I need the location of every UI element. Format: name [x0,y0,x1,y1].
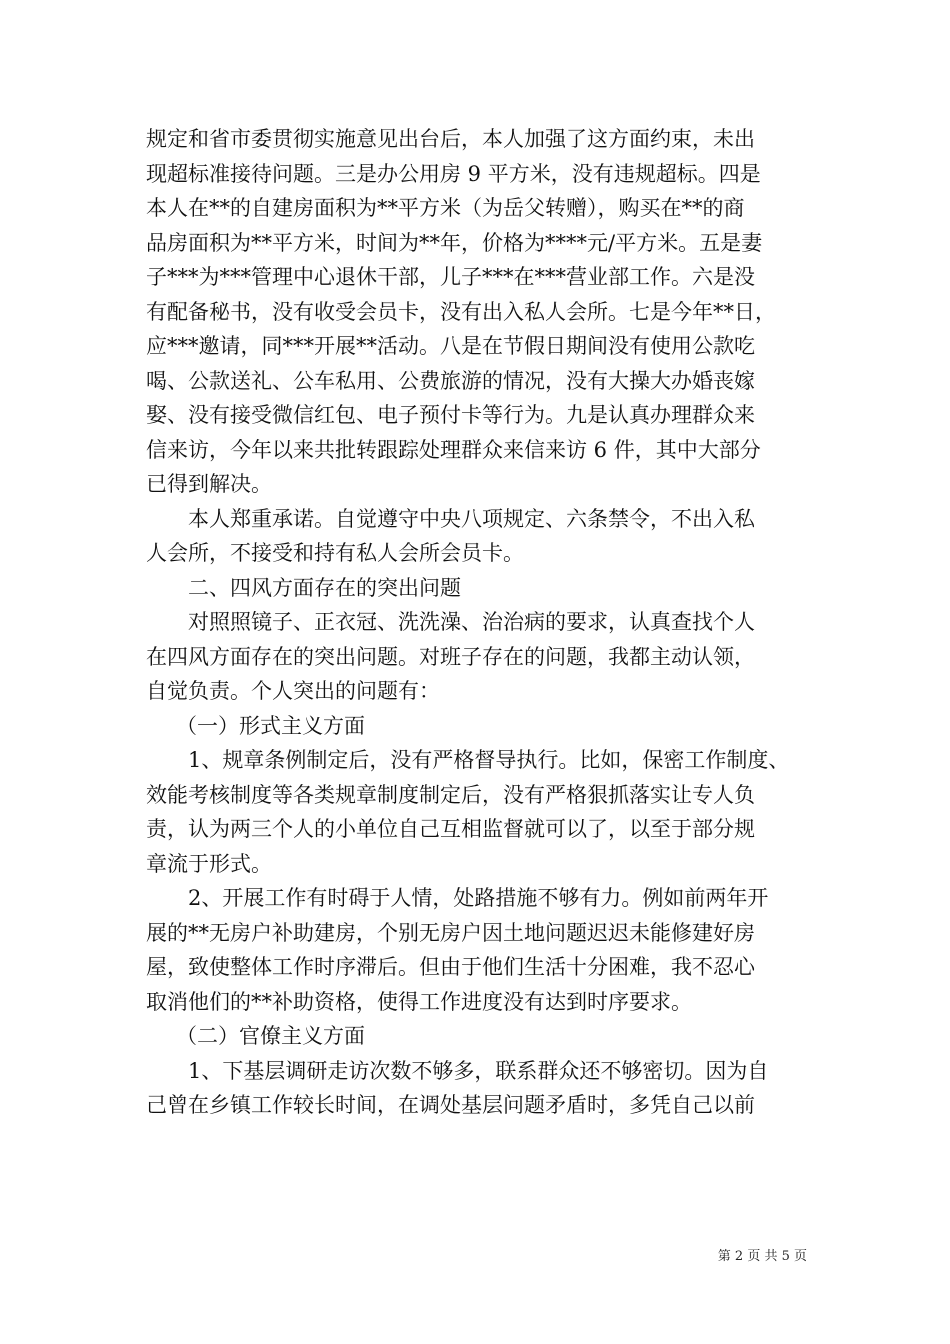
text-line: 子***为***管理中心退休干部，儿子***在***营业部工作。六是没 [146,265,755,289]
text-line: 已得到解决。 [146,472,272,496]
text-line: 屋，致使整体工作时序滞后。但由于他们生活十分困难，我不忍心 [146,955,755,979]
paragraph-start: 对照照镜子、正衣冠、洗洗澡、治治病的要求，认真查找个人 [188,610,755,634]
text-line: 取消他们的**补助资格，使得工作进度没有达到时序要求。 [146,989,692,1014]
text-line: 现超标准接待问题。三是办公用房 9 平方米，没有违规超标。四是 [146,161,761,186]
text-line: 应***邀请，同***开展**活动。八是在节假日期间没有使用公款吃 [146,334,755,358]
text-line: 规定和省市委贯彻实施意见出台后，本人加强了这方面约束，未出 [146,127,755,151]
paragraph-start: 1、下基层调研走访次数不够多，联系群众还不够密切。因为自 [188,1058,769,1083]
text-line: 责，认为两三个人的小单位自己互相监督就可以了，以至于部分规 [146,817,755,841]
text-line: 喝、公款送礼、公车私用、公费旅游的情况，没有大操大办婚丧嫁 [146,368,755,393]
text-line: 信来访，今年以来共批转跟踪处理群众来信来访 6 件，其中大部分 [146,437,761,462]
text-line: 在四风方面存在的突出问题。对班子存在的问题，我都主动认领， [146,644,755,669]
paragraph-start: 1、规章条例制定后，没有严格督导执行。比如，保密工作制度、 [188,748,790,772]
subsection-heading: （二）官僚主义方面 [176,1024,365,1048]
text-line: 娶、没有接受微信红包、电子预付卡等行为。九是认真办理群众来 [146,403,755,427]
text-line: 本人在**的自建房面积为**平方米（为岳父转赠），购买在**的商 [146,196,745,220]
text-line: 人会所，不接受和持有私人会所会员卡。 [146,541,524,565]
text-line: 自觉负责。个人突出的问题有： [146,679,440,703]
page-number: 第 2 页 共 5 页 [717,1249,807,1264]
paragraph-start: 本人郑重承诺。自觉遵守中央八项规定、六条禁令，不出入私 [188,506,755,531]
text-line: 己曾在乡镇工作较长时间，在调处基层问题矛盾时，多凭自己以前 [146,1093,755,1117]
paragraph-start: 2、开展工作有时碍于人情，处路措施不够有力。例如前两年开 [188,886,769,910]
text-line: 有配备秘书，没有收受会员卡，没有出入私人会所。七是今年**日， [146,299,776,324]
text-line: 章流于形式。 [146,851,272,876]
section-heading: 二、四风方面存在的突出问题 [188,575,461,600]
body-text [146,122,826,1123]
text-line: 效能考核制度等各类规章制度制定后，没有严格狠抓落实让专人负 [146,782,755,807]
text-line: 品房面积为**平方米，时间为**年，价格为****元/平方米。五是妻 [146,230,763,255]
text-line: 展的**无房户补助建房，个别无房户因土地问题迟迟未能修建好房 [146,920,755,945]
subsection-heading: （一）形式主义方面 [176,713,365,738]
